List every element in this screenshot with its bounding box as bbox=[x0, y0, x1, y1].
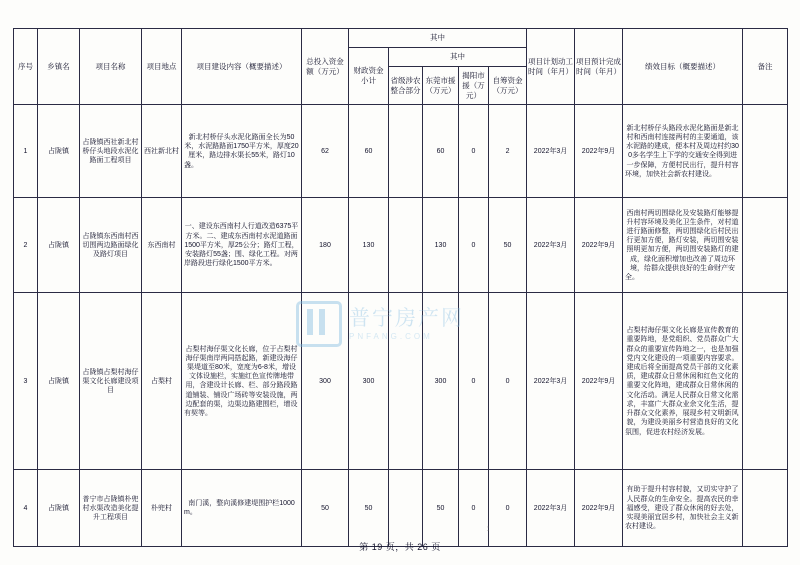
cell-project-name: 占陇镇西社新北村桥仔头地段水泥化路面工程项目 bbox=[80, 105, 142, 198]
cell-total-investment: 62 bbox=[302, 105, 349, 198]
cell-content: 南门溪，整向溪修建堤围护栏1000m。 bbox=[182, 470, 302, 547]
cell-self-raised: 0 bbox=[489, 470, 527, 547]
cell-project-name: 占陇镇东西南村西切围两边路面绿化及路灯项目 bbox=[80, 198, 142, 293]
cell-plan-start: 2022年3月 bbox=[527, 198, 575, 293]
th-content: 项目建设内容（概要描述） bbox=[182, 29, 302, 105]
cell-dongguan-aid: 300 bbox=[423, 293, 459, 470]
cell-seq: 3 bbox=[14, 293, 38, 470]
cell-seq: 4 bbox=[14, 470, 38, 547]
cell-remark bbox=[743, 293, 788, 470]
cell-plan-start: 2022年3月 bbox=[527, 470, 575, 547]
cell-plan-finish: 2022年9月 bbox=[575, 293, 623, 470]
th-self-raised: 自筹资金（万元） bbox=[489, 66, 527, 105]
th-plan-finish: 项目预计完成时间（年月） bbox=[575, 29, 623, 105]
cell-town: 占陇镇 bbox=[38, 293, 80, 470]
cell-performance: 新北村桥仔头路段水泥化路面是新北村和西南村连接两村的主要通道，该水泥路的建成，便本村及周边村约300多名学生上下学的交通安全得到进一步保障，方便村民出行，提升村容环境，加快社会新农村建设。 bbox=[623, 105, 743, 198]
page-footer: 第 19 页，共 26 页 bbox=[359, 542, 441, 552]
table-header-row-1 bbox=[14, 29, 788, 48]
th-among-which: 其中 bbox=[349, 29, 527, 48]
th-plan-start: 项目计划动工时间（年月） bbox=[527, 29, 575, 105]
cell-project-location: 占梨村 bbox=[142, 293, 182, 470]
th-fiscal-subtotal: 财政资金小计 bbox=[349, 47, 389, 105]
cell-project-name: 占陇镇占梨村海仔渠文化长廊建设项目 bbox=[80, 293, 142, 470]
cell-provincial-part bbox=[389, 105, 423, 198]
cell-content: 占梨村海仔渠文化长廊，位于占梨村海仔渠南岸两同搭起路，新建设海仔渠堤道至80米，宽度为6-8米，增设文体设施栏，实施红色宣传牌地带用，含建设计长廊、栏、部分路段路道铺装、铺设广场砖等安装设施，两边配套的渠，边渠边路建围栏，增设有契等。 bbox=[182, 293, 302, 470]
cell-remark bbox=[743, 105, 788, 198]
cell-fiscal-subtotal: 130 bbox=[349, 198, 389, 293]
cell-performance: 西南村两切围绿化及安装路灯能够提升村容环境及美化卫生条件，对村道进行路面修整，两切围绿化后村民出行更加方便，路灯安装，两切围安装照明更加方便，两切围安装路灯的建成，绿化面积增加也改善了周边环境，给群众提供良好的生命财产安全。 bbox=[623, 198, 743, 293]
cell-jieyang-aid: 0 bbox=[459, 105, 489, 198]
cell-remark bbox=[743, 470, 788, 547]
cell-provincial-part bbox=[389, 293, 423, 470]
cell-dongguan-aid: 130 bbox=[423, 198, 459, 293]
th-seq: 序号 bbox=[14, 29, 38, 105]
table-row bbox=[14, 470, 788, 547]
project-table-container bbox=[13, 28, 787, 547]
cell-town: 占陇镇 bbox=[38, 198, 80, 293]
table-row bbox=[14, 198, 788, 293]
cell-project-location: 西社新北村 bbox=[142, 105, 182, 198]
cell-plan-finish: 2022年9月 bbox=[575, 470, 623, 547]
cell-seq: 1 bbox=[14, 105, 38, 198]
th-project-location: 项目地点 bbox=[142, 29, 182, 105]
cell-performance: 占梨村海仔渠文化长廊是宣传教育的重要阵地，是党组织、党员群众广大群众的重要宣传阵地之一，也是加强党内文化建设的一项重要内容要求。建成后将全面提高党员干部的文化素质，建成群众日常休闲和红色文化的重要文化阵地，建成群众日常休闲的文化活动。满足人民群众日常文化需求，丰富广大群众业余文化生活，提升群众文化素养，展现乡村文明新风貌，为建设美丽乡村营造良好的文化氛围，促进农村经济发展。 bbox=[623, 293, 743, 470]
cell-fiscal-subtotal: 50 bbox=[349, 470, 389, 547]
cell-self-raised: 50 bbox=[489, 198, 527, 293]
cell-performance: 有助于提升村容村貌，又切实守护了人民群众的生命安全。提高农民的幸福感受，建设了群众休闲的好去处，实现美丽宜居乡村，加快社会主义新农村建设。 bbox=[623, 470, 743, 547]
cell-dongguan-aid: 50 bbox=[423, 470, 459, 547]
cell-dongguan-aid: 60 bbox=[423, 105, 459, 198]
cell-content: 一、建设东西南村人行道改造6375平方米。二、建成东西南村水泥道路面1500平方米，厚25公分；路灯工程，安装路灯55盏；围、绿化工程。对两岸路段进行绿化1500平方米。 bbox=[182, 198, 302, 293]
cell-provincial-part bbox=[389, 470, 423, 547]
cell-town: 占陇镇 bbox=[38, 470, 80, 547]
cell-jieyang-aid: 0 bbox=[459, 470, 489, 547]
cell-town: 占陇镇 bbox=[38, 105, 80, 198]
table-row bbox=[14, 105, 788, 198]
watermark-subtitle: PNFANG.COM bbox=[349, 332, 433, 342]
cell-remark bbox=[743, 198, 788, 293]
th-town: 乡镇名 bbox=[38, 29, 80, 105]
th-remark: 备注 bbox=[743, 29, 788, 105]
cell-project-location: 朴兜村 bbox=[142, 470, 182, 547]
th-among-which-sub: 其中 bbox=[389, 47, 527, 66]
th-performance: 绩效目标（概要描述） bbox=[623, 29, 743, 105]
cell-self-raised: 0 bbox=[489, 293, 527, 470]
th-total-investment: 总投入资金额（万元） bbox=[302, 29, 349, 105]
cell-plan-finish: 2022年9月 bbox=[575, 198, 623, 293]
cell-plan-start: 2022年3月 bbox=[527, 105, 575, 198]
th-project-name: 项目名称 bbox=[80, 29, 142, 105]
cell-self-raised: 2 bbox=[489, 105, 527, 198]
cell-fiscal-subtotal: 60 bbox=[349, 105, 389, 198]
page-mark: : bbox=[487, 524, 490, 533]
table-row bbox=[14, 293, 788, 470]
cell-content: 新北村桥仔头水泥化路面全长为50米，水泥路路面1750平方米，厚度20厘米，路边排水渠长55米，路灯10盏。 bbox=[182, 105, 302, 198]
th-provincial-part: 省级涉农整合部分 bbox=[389, 66, 423, 105]
th-dongguan-aid: 东莞市援（万元） bbox=[423, 66, 459, 105]
cell-seq: 2 bbox=[14, 198, 38, 293]
cell-jieyang-aid: 0 bbox=[459, 198, 489, 293]
cell-total-investment: 50 bbox=[302, 470, 349, 547]
cell-project-location: 东西南村 bbox=[142, 198, 182, 293]
th-jieyang-aid: 揭阳市援（万元） bbox=[459, 66, 489, 105]
cell-provincial-part bbox=[389, 198, 423, 293]
cell-fiscal-subtotal: 300 bbox=[349, 293, 389, 470]
cell-project-name: 普宁市占陇镇朴兜村水渠改造美化提升工程项目 bbox=[80, 470, 142, 547]
cell-total-investment: 300 bbox=[302, 293, 349, 470]
cell-total-investment: 180 bbox=[302, 198, 349, 293]
project-table bbox=[13, 28, 788, 547]
cell-plan-start: 2022年3月 bbox=[527, 293, 575, 470]
cell-plan-finish: 2022年9月 bbox=[575, 105, 623, 198]
cell-jieyang-aid: 0 bbox=[459, 293, 489, 470]
watermark-title: 普宁房产网 bbox=[349, 306, 464, 330]
